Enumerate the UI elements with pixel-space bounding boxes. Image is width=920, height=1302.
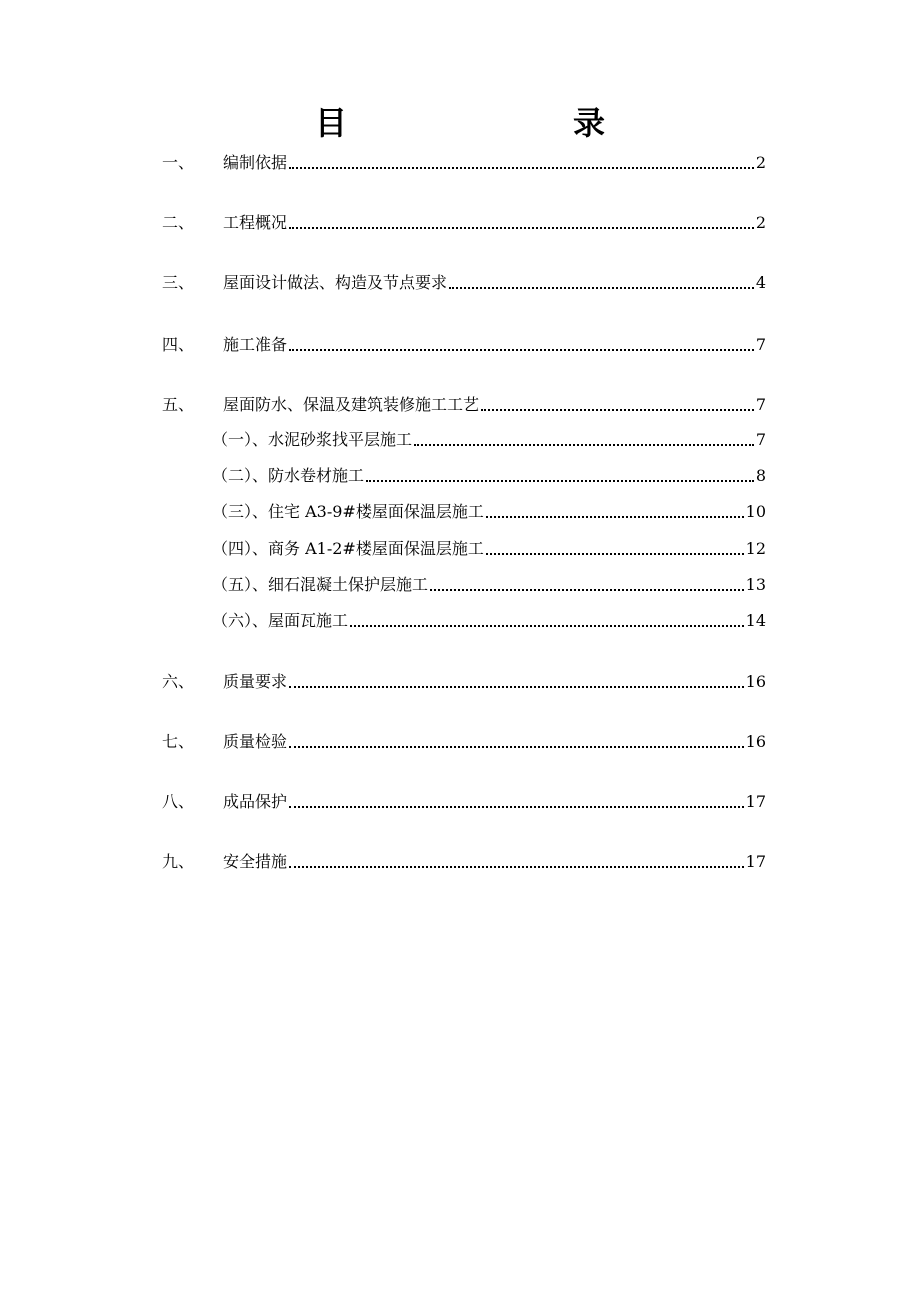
toc-entry-page: 17 [745,792,766,811]
toc-entry-5[interactable] [162,393,766,417]
toc-entry-label: 质量检验 [223,732,288,751]
toc-entry-9[interactable] [162,850,766,874]
toc-entry-page: 7 [755,430,766,449]
toc-entry-number: 六、 [162,672,195,691]
dot-leader [289,686,744,688]
toc-entry-number: 一、 [162,153,195,172]
toc-entry-number: 八、 [162,792,195,811]
toc-entry-page: 7 [755,335,766,354]
toc-entry-number: 二、 [162,213,195,232]
toc-entry-page: 10 [745,502,766,521]
toc-entry-label: 安全措施 [223,852,288,871]
toc-subentry-label: （五）、细石混凝土保护层施工 [212,575,429,594]
toc-subentry-5[interactable] [212,573,766,597]
toc-subentry-3[interactable] [212,500,766,524]
toc-entry-page: 17 [745,852,766,871]
toc-entry-page: 14 [745,611,766,630]
toc-entry-page: 13 [745,575,766,594]
toc-subentry-label: （六）、屋面瓦施工 [212,611,349,630]
toc-subentry-label: （一）、水泥砂浆找平层施工 [212,430,413,449]
toc-title: 目 录 [314,104,659,142]
toc-entry-1[interactable] [162,151,766,175]
dot-leader [289,349,754,351]
dot-leader [366,480,754,482]
toc-entry-page: 16 [745,672,766,691]
dot-leader [289,227,754,229]
toc-entry-label: 工程概况 [223,213,288,232]
toc-entry-page: 4 [755,273,766,292]
toc-entry-page: 7 [755,395,766,414]
toc-entry-number: 七、 [162,732,195,751]
toc-entry-number: 九、 [162,852,195,871]
dot-leader [430,589,744,591]
dot-leader [289,866,744,868]
dot-leader [350,625,744,627]
toc-entry-label: 成品保护 [223,792,288,811]
toc-subentry-label: （三）、住宅 A3-9#楼屋面保温层施工 [212,502,484,521]
toc-entry-label: 质量要求 [223,672,288,691]
toc-entry-page: 8 [755,466,766,485]
toc-subentry-label: （二）、防水卷材施工 [212,466,365,485]
toc-entry-label: 屋面防水、保温及建筑装修施工工艺 [223,395,480,414]
toc-subentry-label: （四）、商务 A1-2#楼屋面保温层施工 [212,539,484,558]
toc-subentry-1[interactable] [212,428,766,452]
toc-entry-page: 12 [745,539,766,558]
toc-entry-label: 施工准备 [223,335,288,354]
dot-leader [289,167,754,169]
toc-entry-label: 屋面设计做法、构造及节点要求 [223,273,448,292]
dot-leader [449,287,754,289]
toc-subentry-4[interactable] [212,537,766,561]
toc-entry-6[interactable] [162,670,766,694]
toc-entry-number: 四、 [162,335,195,354]
toc-entry-number: 五、 [162,395,195,414]
toc-entry-label: 编制依据 [223,153,288,172]
toc-entry-number: 三、 [162,273,195,292]
dot-leader [481,409,754,411]
toc-entry-page: 2 [755,213,766,232]
dot-leader [289,746,744,748]
toc-entry-page: 2 [755,153,766,172]
toc-subentry-6[interactable] [212,609,766,633]
toc-entry-4[interactable] [162,333,766,357]
dot-leader [486,553,744,555]
toc-subentry-2[interactable] [212,464,766,488]
dot-leader [486,516,744,518]
toc-entry-page: 16 [745,732,766,751]
toc-entry-8[interactable] [162,790,766,814]
toc-entry-7[interactable] [162,730,766,754]
dot-leader [414,444,754,446]
toc-entry-3[interactable] [162,271,766,295]
dot-leader [289,806,744,808]
toc-entry-2[interactable] [162,211,766,235]
